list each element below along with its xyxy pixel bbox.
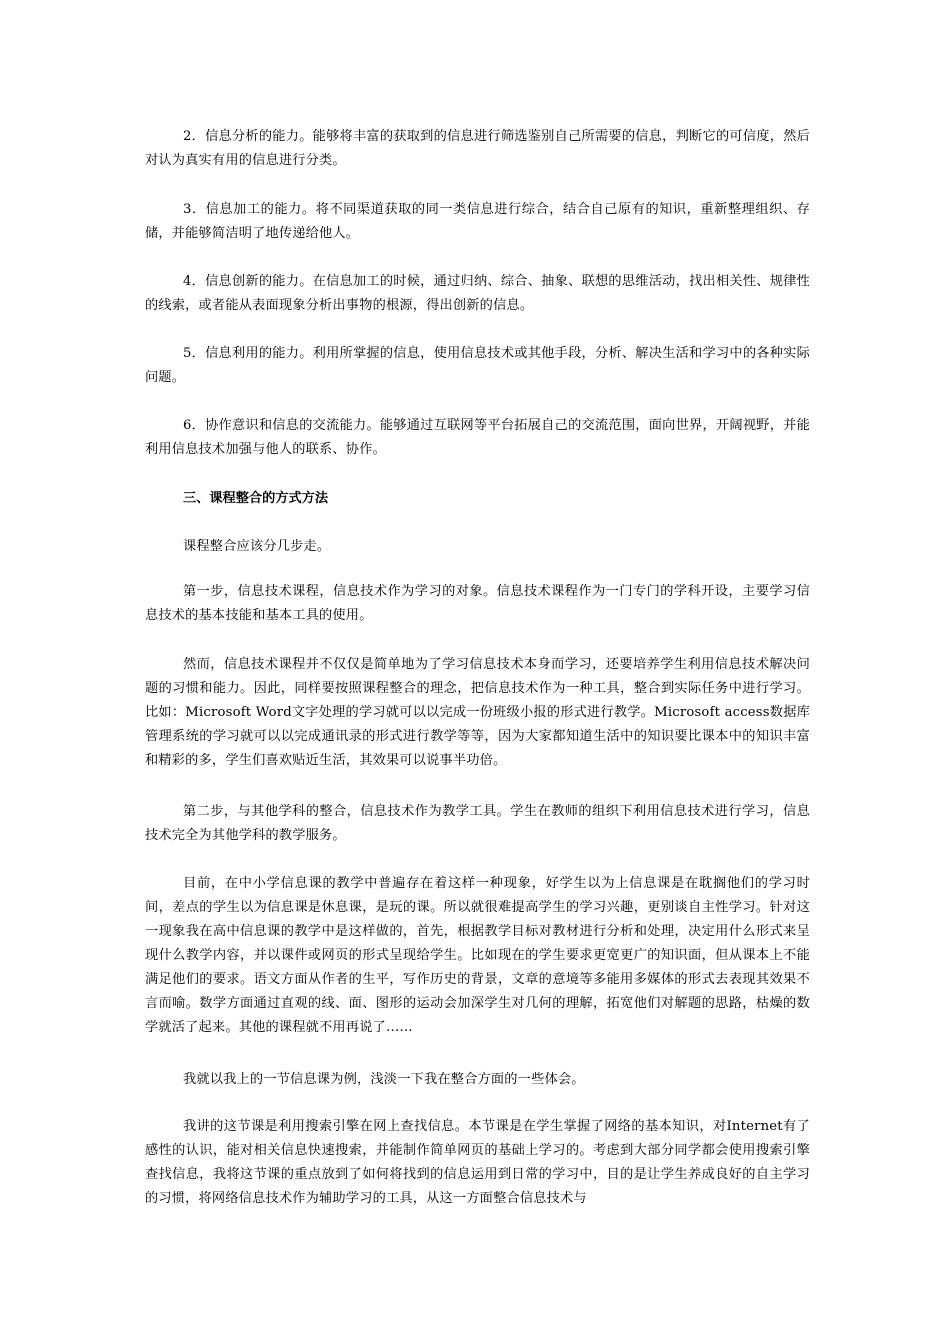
paragraph-current-situation: 目前，在中小学信息课的教学中普遍存在着这样一种现象，好学生以为上信息课是在耽搁他们的学习时间，差点的学生以为信息课是休息课，是玩的课。所以就很难提高学生的学习兴趣，更别谈自主性学习。针对这一现象我在高中信息课的教学中是这样做的，首先，根据教学目标对教材进行分析和处理，决定用什么形式来呈现什么教学内容，并以课件或网页的形式呈现给学生。比如现在的学生要求更宽更广的知识面，但从课本上不能满足他们的要求。语文方面从作者的生平，写作历史的背景，文章的意境等多能用多媒体的形式去表现其效果不言而喻。数学方面通过直观的线、面、图形的运动会加深学生对几何的理解，拓宽他们对解题的思路，枯燥的数学就活了起来。其他的课程就不用再说了…… xyxy=(145,876,810,1035)
paragraph-however: 然而，信息技术课程并不仅仅是简单地为了学习信息技术本身而学习，还要培养学生利用信息技术解决问题的习惯和能力。因此，同样要按照课程整合的理念，把信息技术作为一种工具，整合到实际任务中进行学习。比如：Microsoft Word文字处理的学习就可以以完成一份班级小报的形式进行教学。Microsoft access数据库管理系统的学习就可以以完成通讯录的形式进行教学等等，因为大家都知道生活中的知识要比课本中的知识丰富和精彩的多，学生们喜欢贴近生活，其效果可以说事半功倍。 xyxy=(145,657,810,768)
paragraph-integration-steps: 课程整合应该分几步走。 xyxy=(183,539,331,554)
paragraph-information-processing: 3．信息加工的能力。将不同渠道获取的同一类信息进行综合，结合自己原有的知识，重新整理组织、存储，并能够简洁明了地传递给他人。 xyxy=(145,202,810,241)
paragraph-lesson-description: 我讲的这节课是利用搜索引擎在网上查找信息。本节课是在学生掌握了网络的基本知识，对Internet有了感性的认识，能对相关信息快速搜索，并能制作简单网页的基础上学习的。考虑到大部分同学都会使用搜索引擎查找信息，我将这节课的重点放到了如何将找到的信息运用到日常的学习中，目的是让学生养成良好的自主学习的习惯，将网络信息技术作为辅助学习的工具，从这一方面整合信息技术与 xyxy=(145,1119,810,1206)
paragraph-example-intro: 我就以我上的一节信息课为例，浅淡一下我在整合方面的一些体会。 xyxy=(183,1072,585,1087)
section-heading: 三、课程整合的方式方法 xyxy=(183,491,329,506)
paragraph-step-two: 第二步，与其他学科的整合，信息技术作为教学工具。学生在教师的组织下利用信息技术进行学习，信息技术完全为其他学科的教学服务。 xyxy=(145,804,810,843)
paragraph-collaboration: 6．协作意识和信息的交流能力。能够通过互联网等平台拓展自己的交流范围，面向世界，开阔视野，并能利用信息技术加强与他人的联系、协作。 xyxy=(145,418,810,457)
paragraph-information-analysis: 2．信息分析的能力。能够将丰富的获取到的信息进行筛选鉴别自己所需要的信息，判断它的可信度，然后对认为真实有用的信息进行分类。 xyxy=(145,129,810,168)
paragraph-information-innovation: 4．信息创新的能力。在信息加工的时候，通过归纳、综合、抽象、联想的思维活动，找出相关性、规律性的线索，或者能从表面现象分析出事物的根源，得出创新的信息。 xyxy=(145,274,810,313)
paragraph-step-one: 第一步，信息技术课程，信息技术作为学习的对象。信息技术课程作为一门专门的学科开设，主要学习信息技术的基本技能和基本工具的使用。 xyxy=(145,584,810,623)
paragraph-information-utilization: 5．信息利用的能力。利用所掌握的信息，使用信息技术或其他手段，分析、解决生活和学习中的各种实际问题。 xyxy=(145,346,810,385)
